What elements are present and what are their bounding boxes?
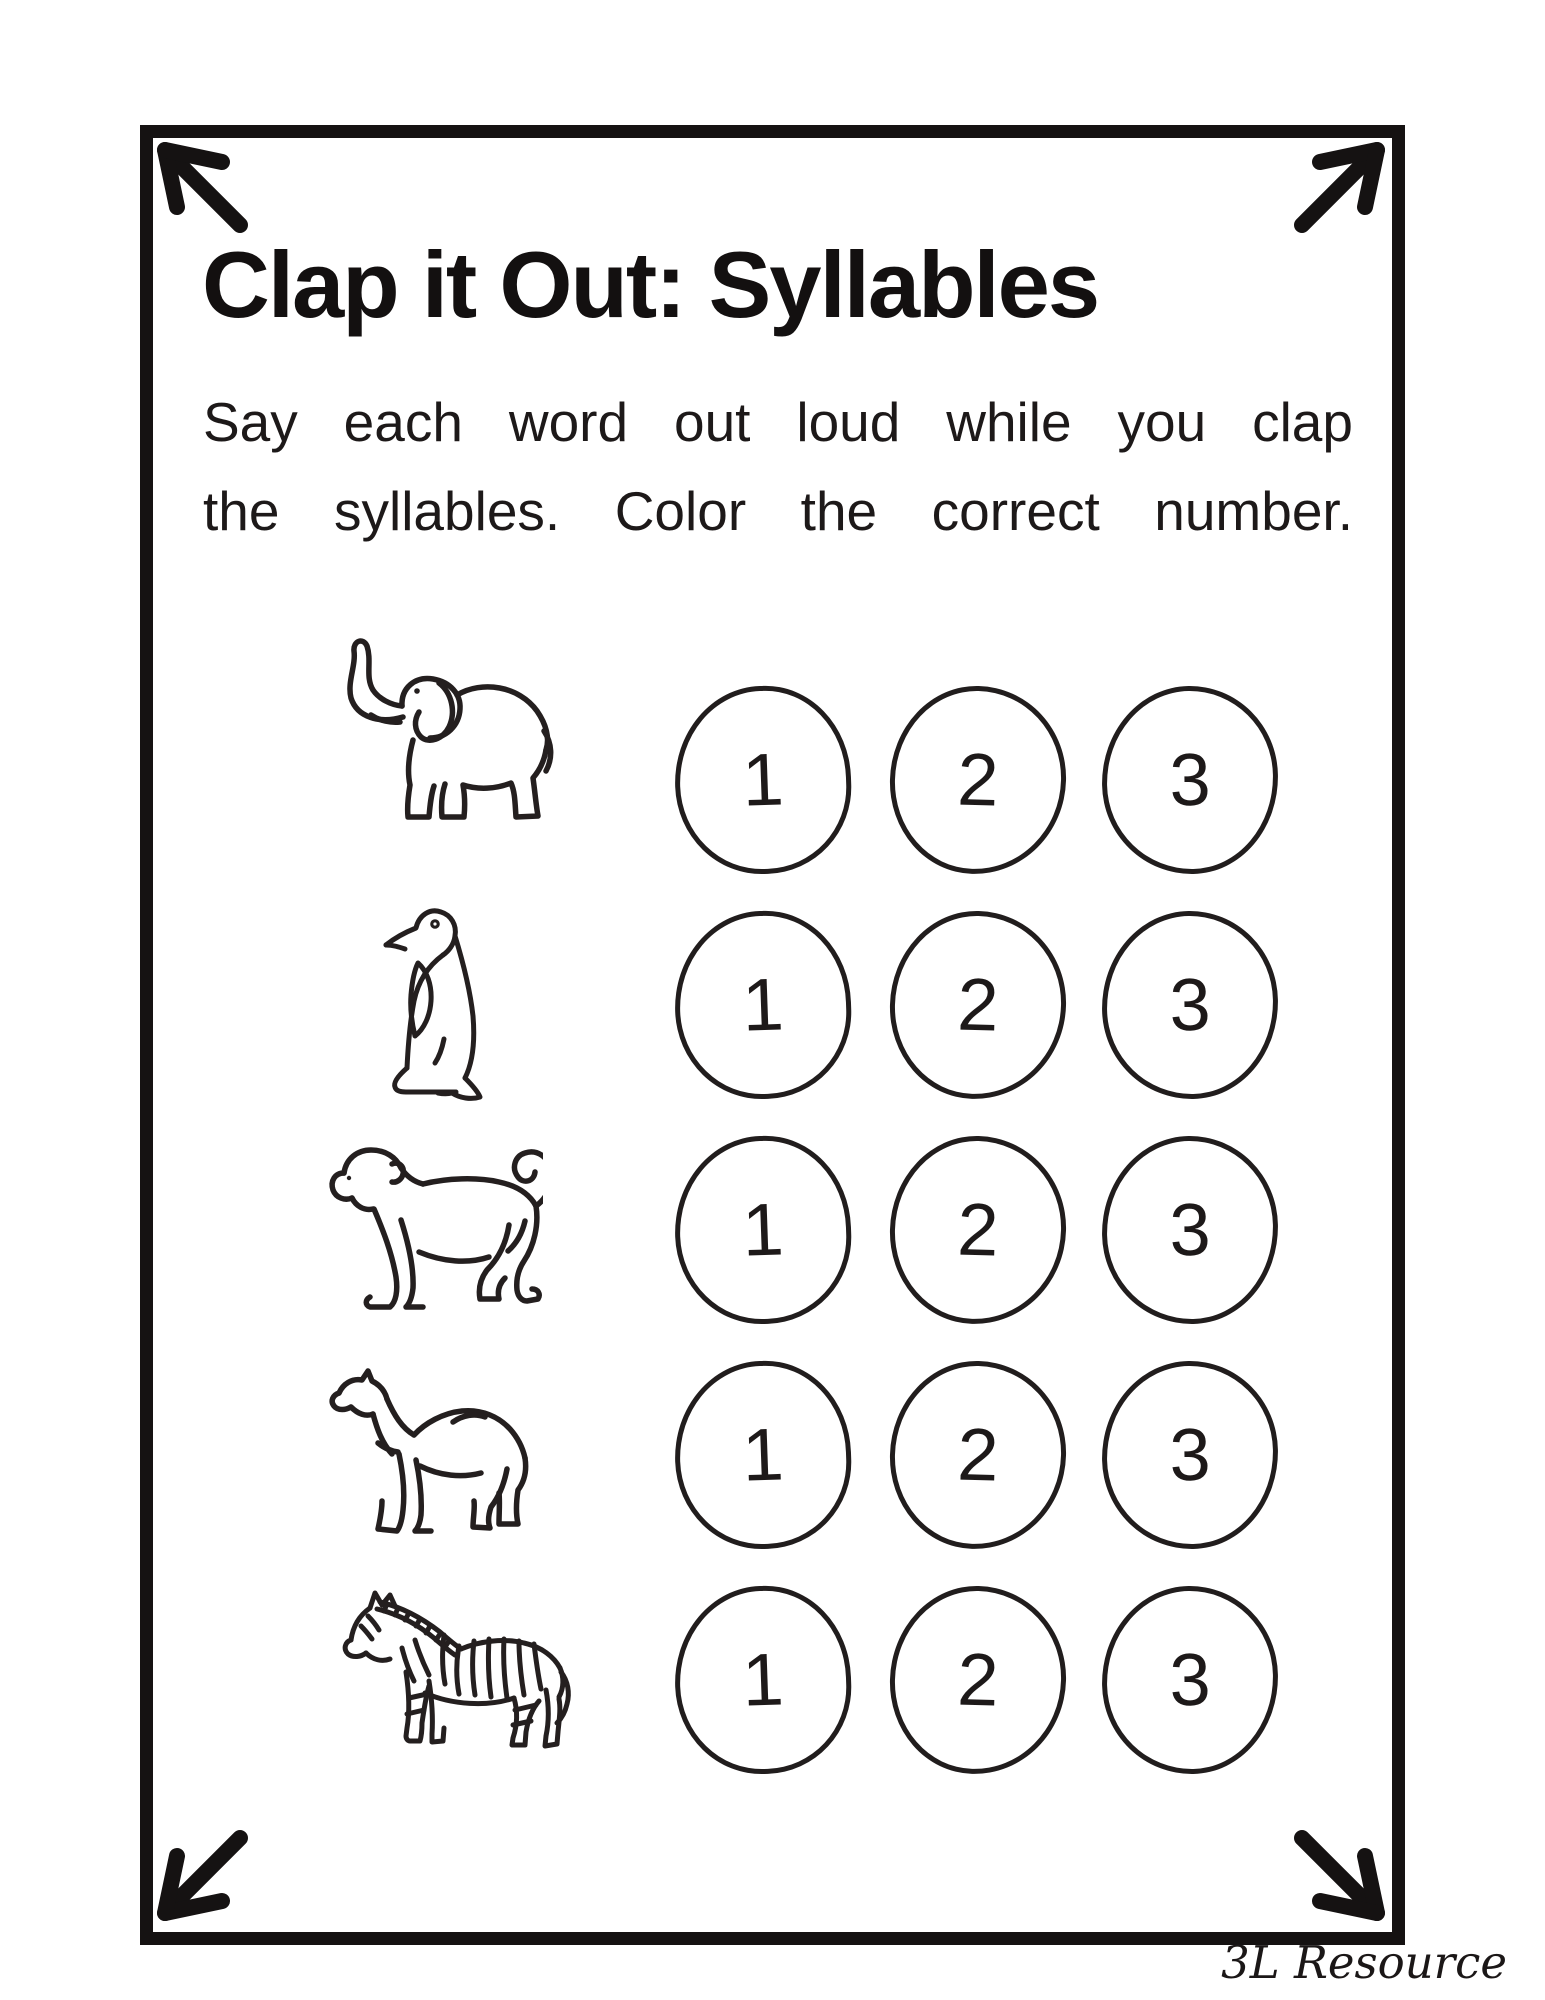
camel-icon [325,1363,542,1550]
option-label: 2 [956,962,1000,1047]
option-label: 1 [740,1187,785,1272]
zebra-svg [335,1578,583,1787]
syllable-option-circle-1[interactable] [672,1358,854,1552]
option-label: 3 [1168,1187,1212,1272]
syllable-option-circle-2[interactable] [888,909,1069,1102]
monkey-svg [322,1125,543,1335]
instructions-line-2: the syllables. Color the correct number. [203,480,1353,542]
elephant-icon [305,633,566,845]
syllable-row-monkey [0,1136,1545,1326]
monkey-icon [322,1125,543,1335]
option-label: 3 [1168,962,1212,1047]
syllable-option-circle-3[interactable] [1100,909,1279,1100]
syllable-row-penguin [0,911,1545,1101]
corner-arrow-svg [152,1808,270,1926]
zebra-icon [335,1578,583,1787]
corner-arrow-bottom-right-icon [1272,1808,1390,1926]
syllable-option-circle-2[interactable] [888,1134,1069,1327]
syllable-row-elephant [0,686,1545,876]
syllable-option-circle-1[interactable] [672,683,854,877]
corner-arrow-top-right-icon [1272,137,1390,255]
instructions [203,378,1353,556]
option-label: 2 [956,737,1000,822]
page-title: Clap it Out: Syllables [202,231,1099,337]
instructions-line-1: Say each word out loud while you clap [203,391,1353,453]
option-label: 3 [1168,1412,1212,1497]
option-label: 2 [956,1637,1000,1722]
syllable-option-circle-1[interactable] [672,1133,854,1327]
penguin-svg [380,905,502,1125]
syllable-option-circle-3[interactable] [1100,1134,1279,1325]
option-label: 2 [956,1412,1000,1497]
credit-watermark: 3L Resource [1221,1936,1507,1989]
syllable-option-circle-3[interactable] [1100,1584,1279,1775]
syllable-option-circle-3[interactable] [1100,1359,1279,1550]
syllable-option-circle-1[interactable] [672,1583,854,1777]
option-label: 3 [1168,1637,1212,1722]
option-label: 1 [740,1412,785,1497]
syllable-row-zebra [0,1586,1545,1776]
elephant-svg [305,633,566,845]
camel-svg [325,1363,542,1550]
syllable-option-circle-3[interactable] [1100,684,1279,875]
corner-arrow-bottom-left-icon [152,1808,270,1926]
option-label: 3 [1168,737,1212,822]
syllable-option-circle-2[interactable] [888,684,1069,877]
option-label: 2 [956,1187,1000,1272]
corner-arrow-svg [1272,137,1390,255]
syllable-option-circle-1[interactable] [672,908,854,1102]
option-label: 1 [740,737,785,822]
option-label: 1 [740,962,785,1047]
syllable-option-circle-2[interactable] [888,1584,1069,1777]
syllable-row-camel [0,1361,1545,1551]
corner-arrow-svg [1272,1808,1390,1926]
syllable-option-circle-2[interactable] [888,1359,1069,1552]
option-label: 1 [740,1637,785,1722]
penguin-icon [380,905,502,1125]
